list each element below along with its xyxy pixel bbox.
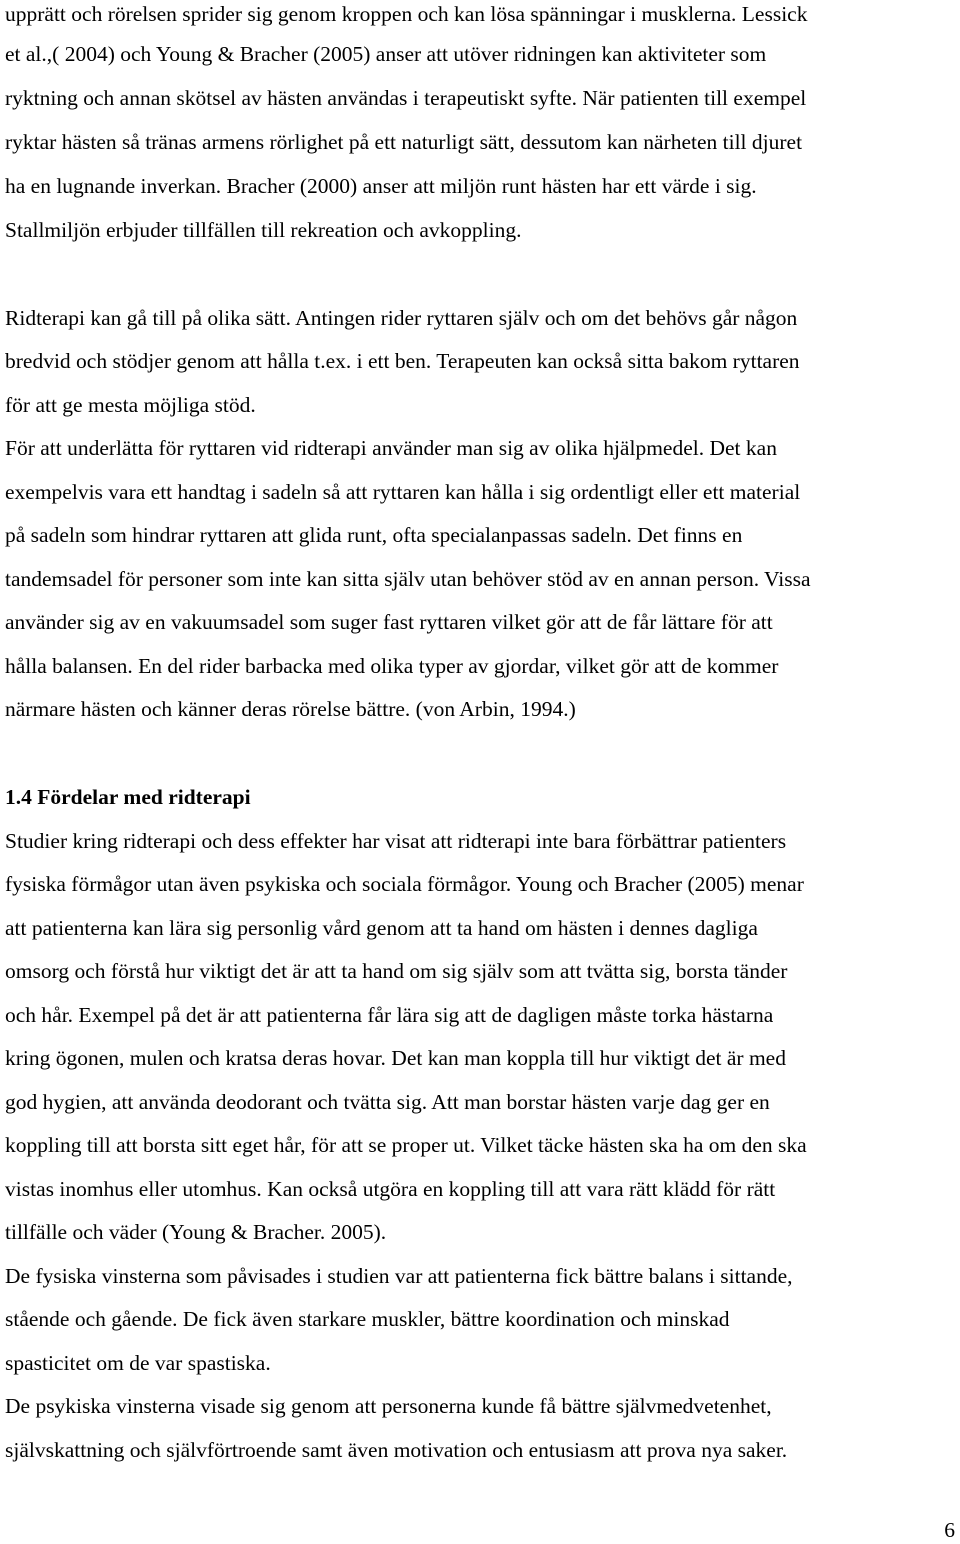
text-line: tillfälle och väder (Young & Bracher. 2005). — [5, 1220, 387, 1244]
text-line: kring ögonen, mulen och kratsa deras hovar. Det kan man koppla till hur viktigt det är med — [5, 1046, 786, 1070]
text-line: ryktar hästen så tränas armens rörlighet på ett naturligt sätt, dessutom kan närheten till djuret — [5, 130, 803, 154]
text-line: ha en lugnande inverkan. Bracher (2000) anser att miljön runt hästen har ett värde i sig. — [5, 174, 757, 198]
text-line: närmare hästen och känner deras rörelse bättre. (von Arbin, 1994.) — [5, 697, 576, 721]
text-line: självskattning och självförtroende samt även motivation och entusiasm att prova nya saker. — [5, 1438, 788, 1462]
text-line: tandemsadel för personer som inte kan sitta själv utan behöver stöd av en annan person. Vissa — [5, 567, 811, 591]
text-line: hålla balansen. En del rider barbacka med olika typer av gjordar, vilket gör att de kommer — [5, 654, 779, 678]
text-line: fysiska förmågor utan även psykiska och sociala förmågor. Young och Bracher (2005) menar — [5, 872, 804, 896]
text-line: De psykiska vinsterna visade sig genom att personerna kunde få bättre självmedvetenhet, — [5, 1394, 772, 1418]
text-line: och hår. Exempel på det är att patienterna får lära sig att de dagligen måste torka hästarna — [5, 1003, 774, 1027]
text-line: använder sig av en vakuumsadel som suger fast ryttaren vilket gör att de får lättare för att — [5, 610, 773, 634]
text-line: vistas inomhus eller utomhus. Kan också utgöra en koppling till att vara rätt klädd för rätt — [5, 1177, 776, 1201]
text-line: bredvid och stödjer genom att hålla t.ex. i ett ben. Terapeuten kan också sitta bakom ryttaren — [5, 349, 800, 373]
text-line: koppling till att borsta sitt eget hår, för att se proper ut. Vilket täcke hästen ska ha om den ska — [5, 1133, 807, 1157]
text-line: omsorg och förstå hur viktigt det är att ta hand om sig själv som att tvätta sig, borsta tänder — [5, 959, 788, 983]
page-number: 6 — [944, 1518, 955, 1542]
section-heading: 1.4 Fördelar med ridterapi — [5, 785, 251, 809]
text-line: på sadeln som hindrar ryttaren att glida runt, ofta specialanpassas sadeln. Det finns en — [5, 523, 743, 547]
text-line: et al.,( 2004) och Young & Bracher (2005) anser att utöver ridningen kan aktiviteter som — [5, 42, 767, 66]
text-line: för att ge mesta möjliga stöd. — [5, 393, 256, 417]
text-line: För att underlätta för ryttaren vid ridterapi använder man sig av olika hjälpmedel. Det kan — [5, 436, 777, 460]
text-line: god hygien, att använda deodorant och tvätta sig. Att man borstar hästen varje dag ger en — [5, 1090, 770, 1114]
text-line: De fysiska vinsterna som påvisades i studien var att patienterna fick bättre balans i sittande, — [5, 1264, 793, 1288]
text-line: exempelvis vara ett handtag i sadeln så att ryttaren kan hålla i sig ordentligt eller ett material — [5, 480, 801, 504]
text-line: spasticitet om de var spastiska. — [5, 1351, 271, 1375]
text-line: att patienterna kan lära sig personlig vård genom att ta hand om hästen i dennes dagliga — [5, 916, 758, 940]
text-line: stående och gående. De fick även starkare muskler, bättre koordination och minskad — [5, 1307, 730, 1331]
text-line: Stallmiljön erbjuder tillfällen till rekreation och avkoppling. — [5, 218, 522, 242]
text-line: Ridterapi kan gå till på olika sätt. Antingen rider ryttaren själv och om det behövs går någon — [5, 306, 798, 330]
text-line: Studier kring ridterapi och dess effekter har visat att ridterapi inte bara förbättrar patienters — [5, 829, 787, 853]
text-line: ryktning och annan skötsel av hästen användas i terapeutiskt syfte. När patienten till exempel — [5, 86, 807, 110]
text-line: upprätt och rörelsen sprider sig genom kroppen och kan lösa spänningar i musklerna. Lessick — [5, 2, 808, 26]
